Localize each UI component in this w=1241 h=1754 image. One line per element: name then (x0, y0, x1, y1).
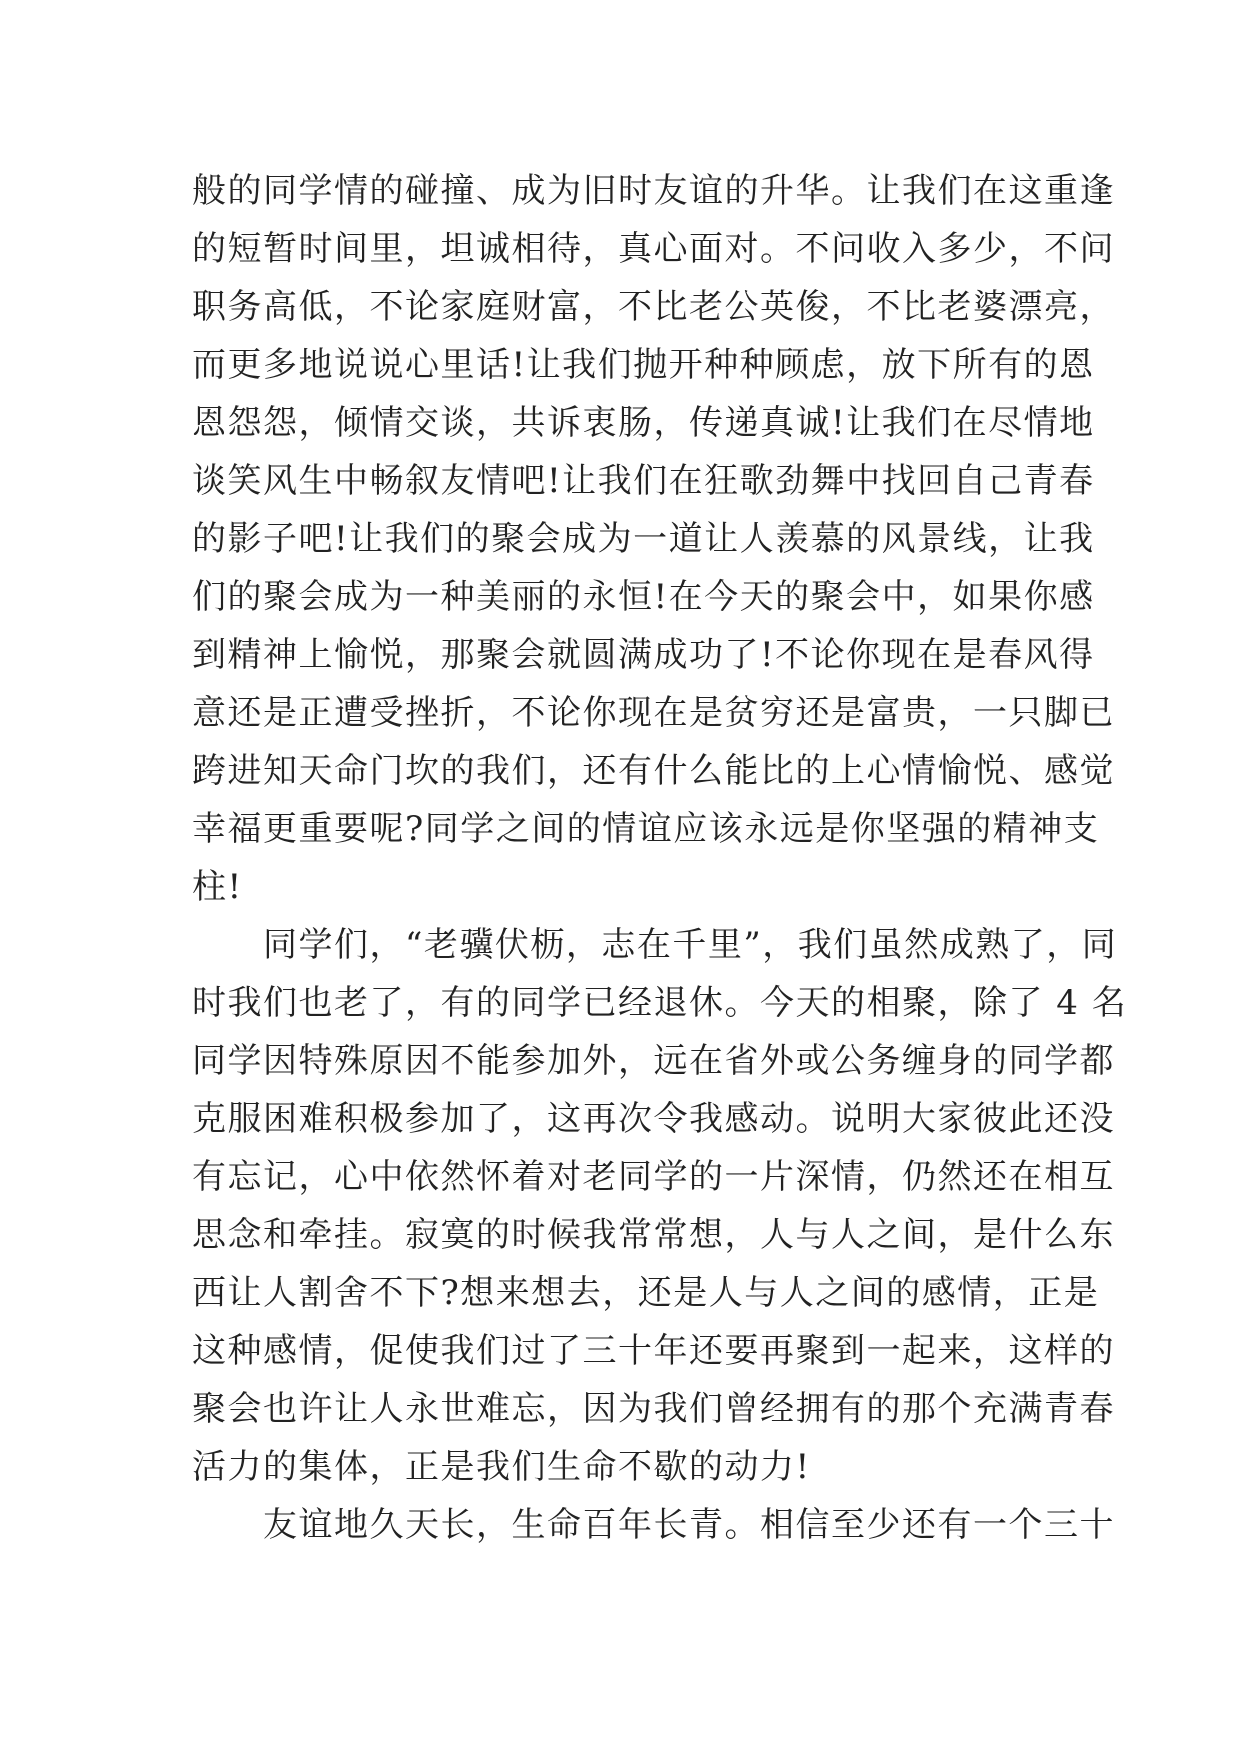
text-line: 的短暂时间里，坦诚相待，真心面对。不问收入多少，不问 (192, 229, 1115, 269)
text-line: 恩怨怨，倾情交谈，共诉衷肠，传递真诚!让我们在尽情地 (192, 403, 1095, 443)
text-line: 同学们，“老骥伏枥，志在千里”，我们虽然成熟了，同 (192, 925, 1118, 965)
text-line: 的影子吧!让我们的聚会成为一道让人羡慕的风景线，让我 (192, 519, 1095, 559)
text-line: 般的同学情的碰撞、成为旧时友谊的升华。让我们在这重逢 (192, 171, 1115, 211)
text-line: 克服困难积极参加了，这再次令我感动。说明大家彼此还没 (192, 1099, 1115, 1139)
text-line: 活力的集体，正是我们生命不歇的动力! (192, 1447, 811, 1487)
text-line: 柱! (192, 867, 243, 907)
text-line: 有忘记，心中依然怀着对老同学的一片深情，仍然还在相互 (192, 1157, 1115, 1197)
text-line: 而更多地说说心里话!让我们抛开种种顾虑，放下所有的恩 (192, 345, 1095, 385)
text-line: 意还是正遭受挫折，不论你现在是贫穷还是富贵，一只脚已 (192, 693, 1115, 733)
text-line: 思念和牵挂。寂寞的时候我常常想，人与人之间，是什么东 (192, 1215, 1115, 1255)
text-line: 们的聚会成为一种美丽的永恒!在今天的聚会中，如果你感 (192, 577, 1095, 617)
text-line: 职务高低，不论家庭财富，不比老公英俊，不比老婆漂亮， (192, 287, 1115, 327)
text-line: 时我们也老了，有的同学已经退休。今天的相聚，除了 4 名 (192, 983, 1128, 1023)
text-line: 同学因特殊原因不能参加外，远在省外或公务缠身的同学都 (192, 1041, 1115, 1081)
text-line: 西让人割舍不下?想来想去，还是人与人之间的感情，正是 (192, 1273, 1100, 1313)
text-line: 跨进知天命门坎的我们，还有什么能比的上心情愉悦、感觉 (192, 751, 1115, 791)
body-text (192, 162, 1128, 1554)
text-line: 谈笑风生中畅叙友情吧!让我们在狂歌劲舞中找回自己青春 (192, 461, 1095, 501)
text-line: 聚会也许让人永世难忘，因为我们曾经拥有的那个充满青春 (192, 1389, 1115, 1429)
text-line: 这种感情，促使我们过了三十年还要再聚到一起来，这样的 (192, 1331, 1115, 1371)
text-line: 幸福更重要呢?同学之间的情谊应该永远是你坚强的精神支 (192, 809, 1100, 849)
text-line: 到精神上愉悦，那聚会就圆满成功了!不论你现在是春风得 (192, 635, 1095, 675)
text-line: 友谊地久天长，生命百年长青。相信至少还有一个三十 (192, 1505, 1115, 1545)
